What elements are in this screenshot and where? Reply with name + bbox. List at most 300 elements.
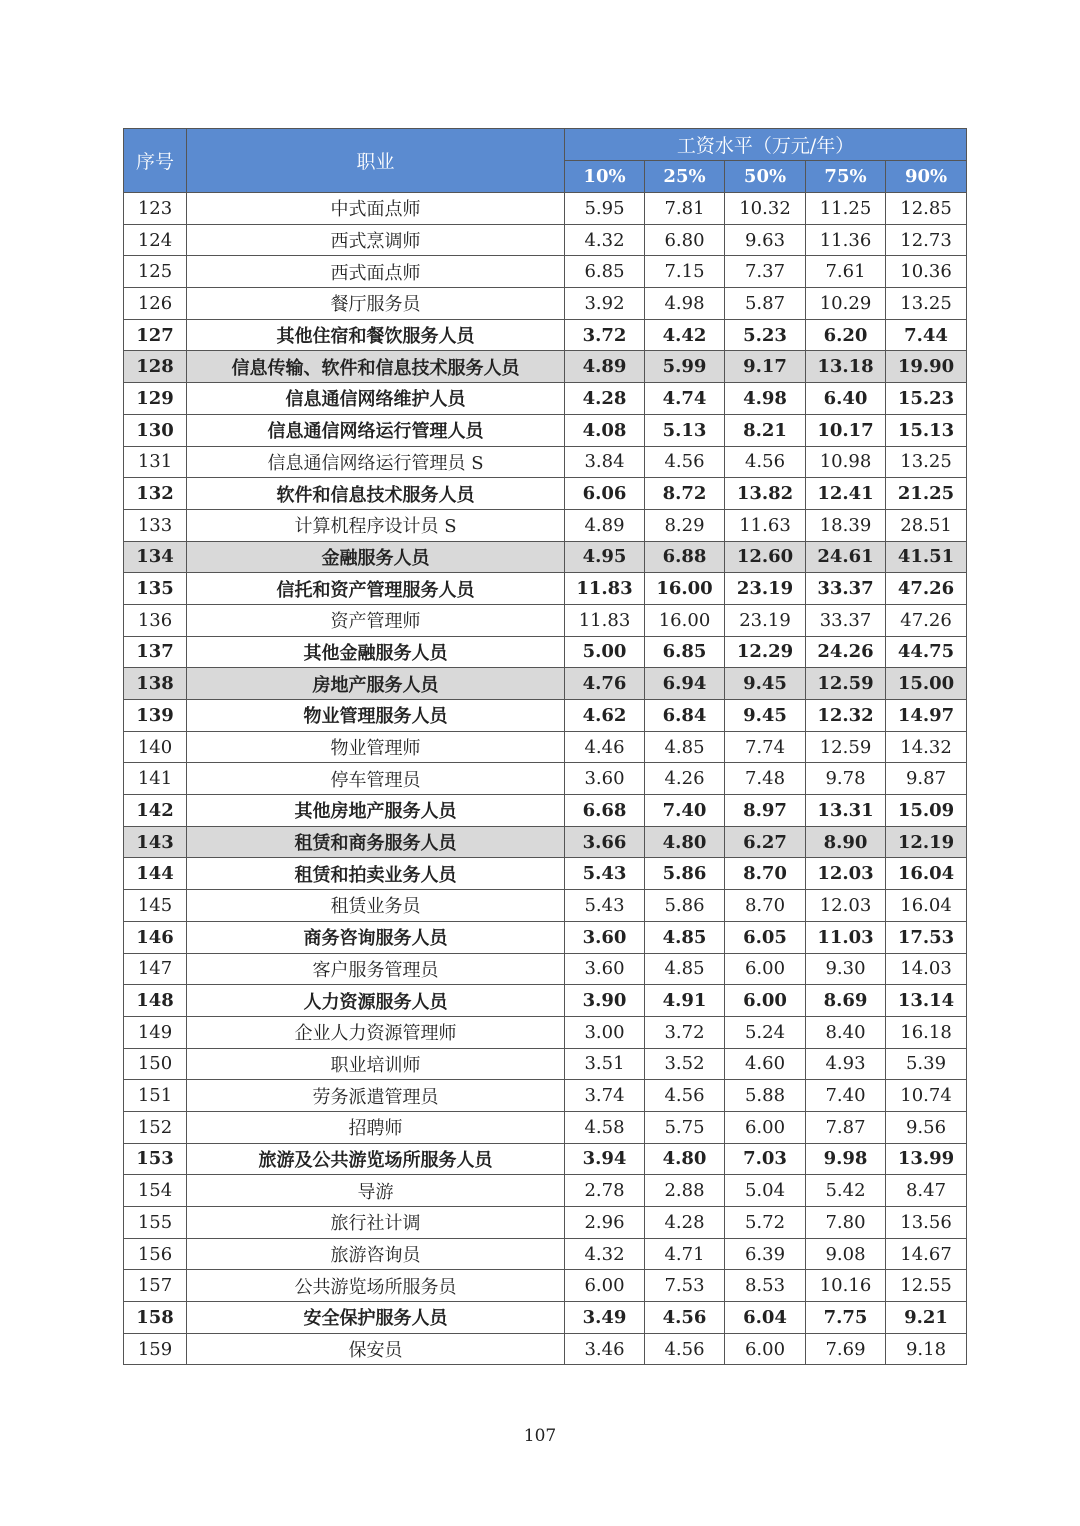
cell-p75: 7.87 xyxy=(806,1111,886,1143)
cell-p90: 14.03 xyxy=(886,953,967,985)
cell-p10: 2.96 xyxy=(565,1207,645,1239)
cell-seq: 149 xyxy=(124,1016,187,1048)
table-row xyxy=(124,826,967,858)
cell-p10: 4.76 xyxy=(565,668,645,700)
cell-p50: 5.88 xyxy=(725,1080,806,1112)
cell-p10: 3.60 xyxy=(565,921,645,953)
cell-p25: 4.85 xyxy=(645,953,725,985)
cell-seq: 129 xyxy=(124,383,187,415)
cell-job: 旅行社计调 xyxy=(187,1207,565,1239)
cell-seq: 134 xyxy=(124,541,187,573)
cell-seq: 142 xyxy=(124,795,187,827)
cell-seq: 147 xyxy=(124,953,187,985)
header-p90: 90% xyxy=(886,161,967,193)
cell-job: 信息通信网络维护人员 xyxy=(187,383,565,415)
cell-job: 物业管理服务人员 xyxy=(187,700,565,732)
table-row xyxy=(124,795,967,827)
cell-p75: 11.36 xyxy=(806,224,886,256)
cell-job: 其他房地产服务人员 xyxy=(187,795,565,827)
cell-seq: 150 xyxy=(124,1048,187,1080)
cell-p10: 4.95 xyxy=(565,541,645,573)
table-row xyxy=(124,383,967,415)
cell-seq: 157 xyxy=(124,1270,187,1302)
cell-job: 安全保护服务人员 xyxy=(187,1302,565,1334)
cell-p10: 5.43 xyxy=(565,890,645,922)
cell-p90: 14.97 xyxy=(886,700,967,732)
cell-p90: 17.53 xyxy=(886,921,967,953)
page-number: 107 xyxy=(523,1426,557,1446)
header-job: 职业 xyxy=(187,129,565,193)
cell-p90: 47.26 xyxy=(886,604,967,636)
cell-p25: 4.80 xyxy=(645,1143,725,1175)
cell-job: 物业管理师 xyxy=(187,731,565,763)
cell-p90: 15.09 xyxy=(886,795,967,827)
cell-seq: 155 xyxy=(124,1207,187,1239)
cell-p10: 4.58 xyxy=(565,1111,645,1143)
cell-p75: 5.42 xyxy=(806,1175,886,1207)
cell-job: 商务咨询服务人员 xyxy=(187,921,565,953)
cell-seq: 132 xyxy=(124,478,187,510)
cell-job: 保安员 xyxy=(187,1333,565,1365)
cell-p10: 3.66 xyxy=(565,826,645,858)
cell-p10: 6.00 xyxy=(565,1270,645,1302)
cell-p25: 4.56 xyxy=(645,446,725,478)
cell-p25: 5.86 xyxy=(645,890,725,922)
cell-seq: 158 xyxy=(124,1302,187,1334)
cell-p10: 4.89 xyxy=(565,351,645,383)
cell-seq: 156 xyxy=(124,1238,187,1270)
cell-p75: 4.93 xyxy=(806,1048,886,1080)
cell-p50: 5.04 xyxy=(725,1175,806,1207)
cell-p10: 11.83 xyxy=(565,573,645,605)
cell-p10: 5.95 xyxy=(565,193,645,225)
cell-p10: 3.84 xyxy=(565,446,645,478)
header-wage-group: 工资水平（万元/年） xyxy=(565,129,967,161)
cell-p75: 12.41 xyxy=(806,478,886,510)
cell-p75: 13.18 xyxy=(806,351,886,383)
cell-p90: 9.18 xyxy=(886,1333,967,1365)
table-row xyxy=(124,668,967,700)
cell-job: 租赁和拍卖业务人员 xyxy=(187,858,565,890)
cell-p50: 6.04 xyxy=(725,1302,806,1334)
table-row xyxy=(124,351,967,383)
cell-job: 房地产服务人员 xyxy=(187,668,565,700)
cell-p50: 8.21 xyxy=(725,414,806,446)
table-row xyxy=(124,478,967,510)
cell-p25: 7.53 xyxy=(645,1270,725,1302)
cell-p75: 9.98 xyxy=(806,1143,886,1175)
cell-p25: 4.56 xyxy=(645,1333,725,1365)
table-row xyxy=(124,953,967,985)
cell-p50: 6.00 xyxy=(725,1111,806,1143)
table-row xyxy=(124,1080,967,1112)
cell-p90: 9.21 xyxy=(886,1302,967,1334)
cell-p10: 3.74 xyxy=(565,1080,645,1112)
cell-p10: 6.85 xyxy=(565,256,645,288)
header-p10: 10% xyxy=(565,161,645,193)
table-row xyxy=(124,636,967,668)
cell-seq: 128 xyxy=(124,351,187,383)
cell-p50: 6.00 xyxy=(725,953,806,985)
cell-p90: 28.51 xyxy=(886,509,967,541)
cell-p90: 16.04 xyxy=(886,890,967,922)
cell-p75: 24.26 xyxy=(806,636,886,668)
cell-p25: 7.81 xyxy=(645,193,725,225)
cell-p90: 21.25 xyxy=(886,478,967,510)
cell-p90: 12.85 xyxy=(886,193,967,225)
cell-p25: 6.94 xyxy=(645,668,725,700)
cell-p90: 12.19 xyxy=(886,826,967,858)
cell-seq: 143 xyxy=(124,826,187,858)
cell-seq: 123 xyxy=(124,193,187,225)
cell-seq: 154 xyxy=(124,1175,187,1207)
cell-seq: 159 xyxy=(124,1333,187,1365)
cell-job: 招聘师 xyxy=(187,1111,565,1143)
header-seq: 序号 xyxy=(124,129,187,193)
cell-p50: 7.37 xyxy=(725,256,806,288)
cell-seq: 131 xyxy=(124,446,187,478)
cell-p25: 6.80 xyxy=(645,224,725,256)
cell-p25: 7.15 xyxy=(645,256,725,288)
cell-seq: 130 xyxy=(124,414,187,446)
cell-p75: 9.30 xyxy=(806,953,886,985)
cell-job: 软件和信息技术服务人员 xyxy=(187,478,565,510)
cell-p25: 8.29 xyxy=(645,509,725,541)
cell-seq: 140 xyxy=(124,731,187,763)
cell-seq: 138 xyxy=(124,668,187,700)
cell-p75: 7.80 xyxy=(806,1207,886,1239)
cell-p75: 11.25 xyxy=(806,193,886,225)
cell-job: 人力资源服务人员 xyxy=(187,985,565,1017)
cell-seq: 148 xyxy=(124,985,187,1017)
table-row xyxy=(124,731,967,763)
cell-p90: 12.55 xyxy=(886,1270,967,1302)
cell-job: 信息通信网络运行管理员 S xyxy=(187,446,565,478)
cell-job: 职业培训师 xyxy=(187,1048,565,1080)
cell-p25: 3.52 xyxy=(645,1048,725,1080)
cell-p90: 7.44 xyxy=(886,319,967,351)
cell-seq: 151 xyxy=(124,1080,187,1112)
cell-job: 停车管理员 xyxy=(187,763,565,795)
table-row xyxy=(124,193,967,225)
cell-p75: 7.69 xyxy=(806,1333,886,1365)
cell-p90: 13.56 xyxy=(886,1207,967,1239)
cell-seq: 135 xyxy=(124,573,187,605)
table-row xyxy=(124,573,967,605)
cell-p10: 3.72 xyxy=(565,319,645,351)
cell-p50: 13.82 xyxy=(725,478,806,510)
cell-p50: 8.53 xyxy=(725,1270,806,1302)
cell-p50: 6.00 xyxy=(725,985,806,1017)
cell-seq: 153 xyxy=(124,1143,187,1175)
cell-p90: 12.73 xyxy=(886,224,967,256)
cell-p25: 4.71 xyxy=(645,1238,725,1270)
cell-p50: 12.60 xyxy=(725,541,806,573)
cell-p10: 3.60 xyxy=(565,953,645,985)
wage-table xyxy=(123,128,967,1365)
cell-p25: 3.72 xyxy=(645,1016,725,1048)
cell-p50: 5.24 xyxy=(725,1016,806,1048)
cell-job: 信息传输、软件和信息技术服务人员 xyxy=(187,351,565,383)
cell-p10: 3.92 xyxy=(565,288,645,320)
cell-p90: 16.04 xyxy=(886,858,967,890)
cell-p90: 8.47 xyxy=(886,1175,967,1207)
cell-job: 中式面点师 xyxy=(187,193,565,225)
table-row xyxy=(124,700,967,732)
cell-job: 资产管理师 xyxy=(187,604,565,636)
cell-seq: 137 xyxy=(124,636,187,668)
cell-p50: 7.03 xyxy=(725,1143,806,1175)
cell-p10: 3.46 xyxy=(565,1333,645,1365)
cell-p75: 12.03 xyxy=(806,858,886,890)
cell-p50: 12.29 xyxy=(725,636,806,668)
cell-p90: 19.90 xyxy=(886,351,967,383)
cell-p75: 24.61 xyxy=(806,541,886,573)
cell-p50: 5.72 xyxy=(725,1207,806,1239)
cell-p25: 7.40 xyxy=(645,795,725,827)
cell-job: 信托和资产管理服务人员 xyxy=(187,573,565,605)
cell-p75: 18.39 xyxy=(806,509,886,541)
cell-p25: 4.56 xyxy=(645,1302,725,1334)
cell-p10: 3.60 xyxy=(565,763,645,795)
table-row xyxy=(124,1302,967,1334)
cell-p25: 5.75 xyxy=(645,1111,725,1143)
cell-seq: 152 xyxy=(124,1111,187,1143)
table-row xyxy=(124,509,967,541)
cell-p75: 7.40 xyxy=(806,1080,886,1112)
cell-p25: 6.88 xyxy=(645,541,725,573)
cell-job: 劳务派遣管理员 xyxy=(187,1080,565,1112)
cell-p25: 5.86 xyxy=(645,858,725,890)
cell-p25: 16.00 xyxy=(645,604,725,636)
header-p75: 75% xyxy=(806,161,886,193)
cell-p25: 2.88 xyxy=(645,1175,725,1207)
cell-p90: 9.87 xyxy=(886,763,967,795)
cell-p50: 23.19 xyxy=(725,604,806,636)
cell-p75: 11.03 xyxy=(806,921,886,953)
cell-p50: 6.00 xyxy=(725,1333,806,1365)
cell-p75: 8.90 xyxy=(806,826,886,858)
cell-p90: 16.18 xyxy=(886,1016,967,1048)
table-row xyxy=(124,1238,967,1270)
cell-p10: 3.90 xyxy=(565,985,645,1017)
cell-p90: 13.99 xyxy=(886,1143,967,1175)
cell-p10: 3.00 xyxy=(565,1016,645,1048)
cell-p25: 4.98 xyxy=(645,288,725,320)
cell-p50: 9.17 xyxy=(725,351,806,383)
cell-seq: 125 xyxy=(124,256,187,288)
table-row xyxy=(124,446,967,478)
cell-p10: 4.62 xyxy=(565,700,645,732)
cell-p90: 15.00 xyxy=(886,668,967,700)
cell-p50: 6.05 xyxy=(725,921,806,953)
cell-p10: 4.32 xyxy=(565,1238,645,1270)
cell-job: 其他住宿和餐饮服务人员 xyxy=(187,319,565,351)
cell-p10: 4.46 xyxy=(565,731,645,763)
cell-seq: 126 xyxy=(124,288,187,320)
table-row xyxy=(124,414,967,446)
cell-p90: 44.75 xyxy=(886,636,967,668)
cell-job: 企业人力资源管理师 xyxy=(187,1016,565,1048)
cell-p25: 8.72 xyxy=(645,478,725,510)
cell-p90: 10.36 xyxy=(886,256,967,288)
cell-p10: 2.78 xyxy=(565,1175,645,1207)
table-row xyxy=(124,256,967,288)
cell-p25: 4.91 xyxy=(645,985,725,1017)
table-row xyxy=(124,890,967,922)
cell-seq: 141 xyxy=(124,763,187,795)
cell-p75: 8.69 xyxy=(806,985,886,1017)
cell-p50: 8.97 xyxy=(725,795,806,827)
table-row xyxy=(124,1270,967,1302)
cell-p90: 5.39 xyxy=(886,1048,967,1080)
table-row xyxy=(124,1016,967,1048)
cell-p75: 10.17 xyxy=(806,414,886,446)
cell-p50: 4.60 xyxy=(725,1048,806,1080)
cell-p75: 9.08 xyxy=(806,1238,886,1270)
cell-p25: 4.56 xyxy=(645,1080,725,1112)
cell-p50: 6.39 xyxy=(725,1238,806,1270)
cell-seq: 146 xyxy=(124,921,187,953)
cell-p75: 9.78 xyxy=(806,763,886,795)
table-row xyxy=(124,224,967,256)
cell-p10: 4.08 xyxy=(565,414,645,446)
cell-p10: 3.51 xyxy=(565,1048,645,1080)
cell-job: 租赁和商务服务人员 xyxy=(187,826,565,858)
cell-p50: 10.32 xyxy=(725,193,806,225)
cell-p75: 12.59 xyxy=(806,668,886,700)
table-row xyxy=(124,1207,967,1239)
cell-p75: 12.59 xyxy=(806,731,886,763)
table-row xyxy=(124,1048,967,1080)
cell-p90: 9.56 xyxy=(886,1111,967,1143)
cell-p90: 13.25 xyxy=(886,446,967,478)
cell-seq: 139 xyxy=(124,700,187,732)
cell-p10: 6.68 xyxy=(565,795,645,827)
cell-job: 金融服务人员 xyxy=(187,541,565,573)
cell-p25: 16.00 xyxy=(645,573,725,605)
table-row xyxy=(124,541,967,573)
cell-seq: 145 xyxy=(124,890,187,922)
table-body xyxy=(124,193,967,1365)
table-row xyxy=(124,1333,967,1365)
table-row xyxy=(124,985,967,1017)
cell-p10: 4.32 xyxy=(565,224,645,256)
cell-seq: 127 xyxy=(124,319,187,351)
table-row xyxy=(124,921,967,953)
cell-p25: 4.85 xyxy=(645,731,725,763)
cell-p50: 6.27 xyxy=(725,826,806,858)
cell-p75: 10.29 xyxy=(806,288,886,320)
cell-p75: 7.61 xyxy=(806,256,886,288)
cell-p75: 13.31 xyxy=(806,795,886,827)
cell-job: 租赁业务员 xyxy=(187,890,565,922)
cell-p50: 5.87 xyxy=(725,288,806,320)
cell-job: 其他金融服务人员 xyxy=(187,636,565,668)
cell-p10: 4.28 xyxy=(565,383,645,415)
table-row xyxy=(124,763,967,795)
cell-p50: 7.74 xyxy=(725,731,806,763)
cell-job: 餐厅服务员 xyxy=(187,288,565,320)
cell-p25: 4.74 xyxy=(645,383,725,415)
cell-job: 客户服务管理员 xyxy=(187,953,565,985)
cell-job: 旅游咨询员 xyxy=(187,1238,565,1270)
cell-p90: 14.67 xyxy=(886,1238,967,1270)
cell-p75: 12.03 xyxy=(806,890,886,922)
cell-p75: 10.16 xyxy=(806,1270,886,1302)
cell-p90: 47.26 xyxy=(886,573,967,605)
cell-p50: 11.63 xyxy=(725,509,806,541)
cell-seq: 133 xyxy=(124,509,187,541)
cell-p10: 4.89 xyxy=(565,509,645,541)
header-p50: 50% xyxy=(725,161,806,193)
cell-job: 公共游览场所服务员 xyxy=(187,1270,565,1302)
cell-p75: 8.40 xyxy=(806,1016,886,1048)
table-row xyxy=(124,858,967,890)
cell-p25: 5.99 xyxy=(645,351,725,383)
cell-p25: 4.85 xyxy=(645,921,725,953)
cell-job: 计算机程序设计员 S xyxy=(187,509,565,541)
cell-p75: 7.75 xyxy=(806,1302,886,1334)
cell-p75: 12.32 xyxy=(806,700,886,732)
cell-p25: 4.28 xyxy=(645,1207,725,1239)
cell-p25: 6.84 xyxy=(645,700,725,732)
table-row xyxy=(124,1111,967,1143)
cell-p50: 4.56 xyxy=(725,446,806,478)
cell-p90: 10.74 xyxy=(886,1080,967,1112)
cell-p25: 4.26 xyxy=(645,763,725,795)
cell-job: 信息通信网络运行管理人员 xyxy=(187,414,565,446)
cell-p90: 13.14 xyxy=(886,985,967,1017)
cell-p90: 41.51 xyxy=(886,541,967,573)
cell-p90: 15.23 xyxy=(886,383,967,415)
cell-seq: 136 xyxy=(124,604,187,636)
cell-p50: 9.63 xyxy=(725,224,806,256)
cell-seq: 144 xyxy=(124,858,187,890)
header-p25: 25% xyxy=(645,161,725,193)
cell-p50: 9.45 xyxy=(725,700,806,732)
cell-p90: 13.25 xyxy=(886,288,967,320)
cell-p75: 6.40 xyxy=(806,383,886,415)
cell-job: 旅游及公共游览场所服务人员 xyxy=(187,1143,565,1175)
table-row xyxy=(124,1175,967,1207)
cell-p25: 5.13 xyxy=(645,414,725,446)
cell-p10: 3.49 xyxy=(565,1302,645,1334)
cell-p90: 14.32 xyxy=(886,731,967,763)
cell-p25: 4.80 xyxy=(645,826,725,858)
cell-p75: 6.20 xyxy=(806,319,886,351)
cell-p75: 33.37 xyxy=(806,604,886,636)
cell-job: 导游 xyxy=(187,1175,565,1207)
table-row xyxy=(124,1143,967,1175)
cell-p50: 9.45 xyxy=(725,668,806,700)
table-row xyxy=(124,604,967,636)
cell-p75: 33.37 xyxy=(806,573,886,605)
cell-p50: 8.70 xyxy=(725,858,806,890)
cell-seq: 124 xyxy=(124,224,187,256)
cell-job: 西式面点师 xyxy=(187,256,565,288)
cell-p10: 5.00 xyxy=(565,636,645,668)
cell-p90: 15.13 xyxy=(886,414,967,446)
cell-p50: 23.19 xyxy=(725,573,806,605)
table-header xyxy=(124,129,967,193)
cell-p10: 5.43 xyxy=(565,858,645,890)
cell-p50: 5.23 xyxy=(725,319,806,351)
cell-p50: 7.48 xyxy=(725,763,806,795)
cell-p50: 4.98 xyxy=(725,383,806,415)
cell-p25: 4.42 xyxy=(645,319,725,351)
cell-p75: 10.98 xyxy=(806,446,886,478)
